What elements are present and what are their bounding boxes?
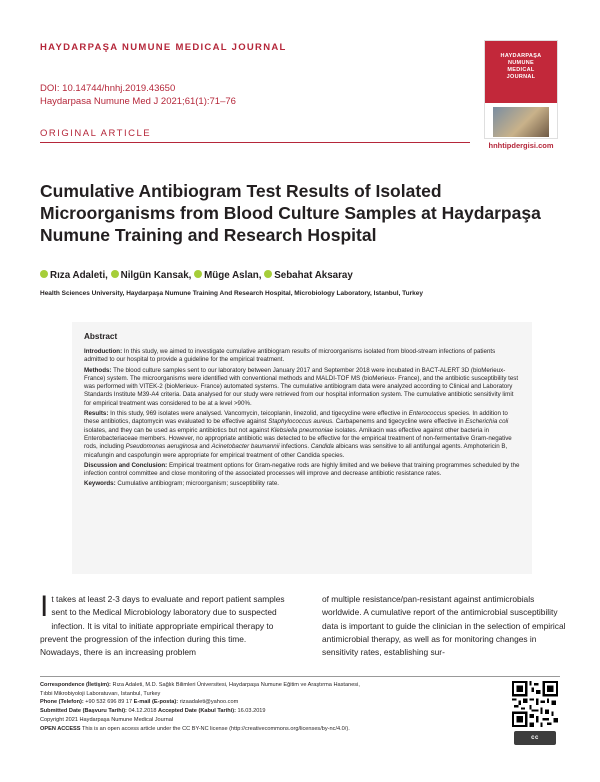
abstract-label: Introduction:: [84, 348, 123, 355]
abstract-text: species. In addition to these antibiotics, daptomycin was evaluated to be effective against: [84, 410, 508, 426]
abstract-text: Cumulative antibiogram; microorganism; susceptibility rate.: [117, 480, 279, 488]
footer: [40, 681, 500, 733]
footer-label: Submitted Date (Başvuru Tarihi):: [40, 708, 127, 715]
cover-photo: [493, 107, 549, 137]
phone-number: +90 532 696 89 17: [85, 699, 133, 706]
abstract-label: Results:: [84, 410, 109, 418]
abstract-box: [72, 322, 532, 574]
body-text: of multiple resistance/pan-resistant against antimicrobials worldwide. A cumulative report of the antimicrobial susceptibility data is important to guide the clinician in the selection of empirical antimicrobial therapy, as well as for monitoring changes in sensitivity rates, establishing sur-: [322, 594, 566, 658]
article-title: Cumulative Antibiogram Test Results of Isolated Microorganisms from Blood Culture Samples at Haydarpaşa Numune Training and Research Hospital: [40, 181, 541, 245]
footer-label: Accepted Date (Kabul Tarihi):: [158, 708, 236, 715]
footer-rule: [40, 676, 560, 677]
citation: Haydarpasa Numune Med J 2021;61(1):71–76: [40, 96, 236, 107]
author-name: Nilgün Kansak,: [120, 270, 192, 281]
orcid-icon[interactable]: [111, 270, 119, 278]
journal-website-link[interactable]: hnhtipdergisi.com: [488, 141, 554, 150]
body-column-right: [322, 593, 570, 659]
abstract-discussion: [84, 462, 520, 479]
species-name: Enterococcus: [408, 410, 447, 418]
correspondence: [40, 681, 500, 690]
license-text[interactable]: This is an open access article under the CC BY-NC license (http://creativecommons.org/licenses/by-nc/4.0/).: [81, 725, 350, 732]
abstract-text: Empirical treatment options for Gram-negative rods are highly limited and we believe that training programmes scheduled by the infection control committee and close monitoring of the associated processes will improve and decrease antibiotic resistance rates.: [84, 461, 520, 478]
species-name: Escherichia coli: [465, 418, 509, 426]
doi-block: [40, 82, 236, 108]
cover-title-line: HAYDARPAŞA: [500, 53, 542, 59]
open-access-line: [40, 725, 500, 734]
abstract-results: [84, 410, 520, 460]
abstract-text: In this study, 969 isolates were analysed. Vancomycin, teicoplanin, linezolid, and tigecycline were effective in: [110, 410, 407, 418]
dates-line: [40, 707, 500, 716]
footer-label: E-mail (E-posta):: [133, 699, 179, 706]
species-name: Staphylococcus aureus.: [268, 418, 334, 426]
abstract-text: In this study, we aimed to investigate cumulative antibiogram results of microorganisms isolated from blood-stream infections of patients admitted to our hospital to provide a guideline for the empirical treatment.: [84, 348, 496, 364]
abstract-label: Discussion and Conclusion:: [84, 461, 168, 469]
abstract-text: The blood culture samples sent to our laboratory between January 2017 and September 2018 were incubated in BACT-ALERT 3D (bioMerieux-France) system. The microorganisms were identified with conventional methods and MALDI-TOF MS (bioMerieux- France), and the antibiotic susceptibility test was performed with VITEK-2 (bioMerieux- France) automated systems. The cumulative antibiogram data were analyzed according to Clinical and Laboratory Standards Institute M39-A4 criteria. Data analysed for our study were retrieved from our hospital information system. The cumulative antibiotic sensitivity limit for empirical treatment was considered to be at a level >90%.: [84, 366, 519, 407]
abstract-heading: Abstract: [84, 332, 118, 341]
copyright: Copyright 2021 Haydarpaşa Numune Medical Journal: [40, 716, 174, 723]
submitted-date: 04.12.2018: [128, 708, 157, 715]
species-name: Klebsiella pneumoniae: [270, 426, 334, 434]
abstract-text: and: [199, 443, 210, 451]
qr-code-icon[interactable]: [512, 681, 558, 727]
contact-line: [40, 698, 500, 707]
species-name: Acinetobacter baumannii: [211, 443, 280, 451]
body-text: t takes at least 2-3 days to evaluate and report patient samples sent to the Medical Microbiology laboratory due to suspected infection. It is vital to initiate appropriate empirical therapy to prevent the progression of the infection during this time. Nowadays, there is an increasing problem: [40, 594, 285, 658]
abstract-label: Keywords:: [84, 480, 116, 488]
abstract-text: isolates, and they can be used as empiric antibiotics but not against: [84, 426, 270, 434]
orcid-icon[interactable]: [264, 270, 272, 278]
cc-license-badge[interactable]: cc: [514, 731, 556, 745]
cover-title-line: MEDICAL: [507, 67, 535, 73]
affiliation: Health Sciences University, Haydarpaşa Numune Training And Research Hospital, Microbiology Laboratory, Istanbul, Turkey: [40, 290, 423, 297]
doi-link[interactable]: DOI: 10.14744/hnhj.2019.43650: [40, 83, 176, 94]
orcid-icon[interactable]: [40, 270, 48, 278]
orcid-icon[interactable]: [194, 270, 202, 278]
footer-text: Tıbbi Mikrobiyoloji Laboratuvarı, Istanbul, Turkey: [40, 690, 161, 697]
abstract-text: Carbapenems and tigecycline were effective in: [335, 418, 464, 426]
section-label: ORIGINAL ARTICLE: [40, 128, 152, 139]
author-list: [40, 270, 353, 281]
journal-name: HAYDARPAŞA NUMUNE MEDICAL JOURNAL: [40, 42, 287, 53]
cover-title-line: NUMUNE: [508, 60, 534, 66]
abstract-text: albicans was sensitive to all antifungal agents. Amphotericin B, micafungin and caspofungin were appropriate for empirical treatment of other Candida species.: [84, 443, 508, 459]
species-name: Candida: [310, 443, 334, 451]
abstract-label: Methods:: [84, 366, 112, 374]
footer-label: OPEN ACCESS: [40, 725, 81, 732]
abstract-methods: [84, 367, 520, 408]
drop-cap: I: [40, 590, 49, 623]
author-name: Rıza Adaleti,: [50, 270, 108, 281]
author-name: Müge Aslan,: [204, 270, 262, 281]
abstract-text: isolates. Amikacin was effective against other bacteria in Enterobacteriaceae members. However, no appropriate antibiotic was detected to be effective for the empirical treatment of non-fermentative Gram-negative rods, including: [84, 426, 512, 451]
footer-text: Rıza Adaleti, M.D. Sağlık Bilimleri Üniversitesi, Haydarpaşa Numune Eğitim ve Araştırma Hastanesi,: [112, 682, 360, 688]
cover-title-line: JOURNAL: [506, 74, 536, 80]
abstract-introduction: [84, 348, 520, 365]
species-name: Pseudomonas aeruginosa: [125, 443, 198, 451]
body-column-left: [40, 590, 288, 659]
footer-label: Phone (Telefon):: [40, 699, 84, 706]
abstract-text: infections.: [281, 443, 310, 451]
accepted-date: 16.03.2019: [237, 708, 266, 715]
abstract-keywords: [84, 480, 520, 488]
cover-title: [485, 53, 557, 81]
email-link[interactable]: rizaadaleti@yahoo.com: [179, 699, 239, 706]
journal-cover-image: [484, 40, 558, 139]
header-rule: [40, 142, 470, 143]
footer-label: Correspondence (İletişim):: [40, 682, 111, 688]
author-name: Sebahat Aksaray: [274, 270, 353, 281]
